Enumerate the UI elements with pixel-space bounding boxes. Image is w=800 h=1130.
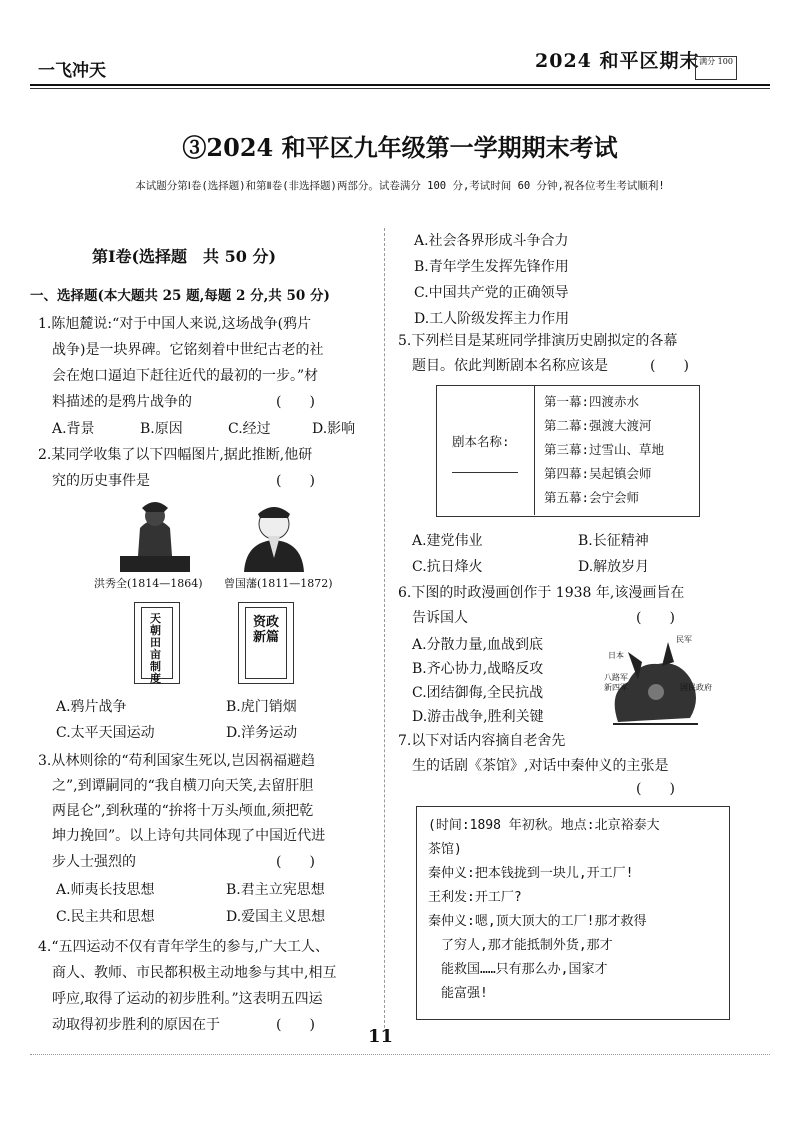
q1-line: 料描述的是鸦片战争的 ( ) xyxy=(52,394,315,410)
q6-line: 告诉国人 ( ) xyxy=(412,610,675,626)
play-name-label: 剧本名称: xyxy=(452,434,510,449)
hong-xiuquan-statue-image xyxy=(120,498,190,572)
q7-line: 7.以下对话内容摘自老舍先 xyxy=(398,733,566,749)
q5-line: 5.下列栏目是某班同学排演历史剧拟定的各幕 xyxy=(398,333,678,349)
q6-option-c: C.团结御侮,全民抗战 xyxy=(412,685,544,701)
cartoon-label: 八路军 xyxy=(604,673,628,682)
dialog-line: 能救国……只有那么办,国家才 xyxy=(428,962,608,977)
q1-option-c: C.经过 xyxy=(228,421,271,437)
q4-line: 呼应,取得了运动的初步胜利。”这表明五四运 xyxy=(52,991,323,1007)
footer-rule xyxy=(30,1054,770,1055)
exam-instructions: 本试题分第Ⅰ卷(选择题)和第Ⅱ卷(非选择题)两部分。试卷满分 100 分,考试时间 60 分钟,祝各位考生考试顺利! xyxy=(135,180,665,192)
scene-item: 第四幕:吴起镇会师 xyxy=(544,466,652,481)
q1-option-b: B.原因 xyxy=(140,421,183,437)
book-title-tianchao: 天朝田亩制度 xyxy=(150,612,161,685)
header-rule-thin xyxy=(30,88,770,89)
q3-option-a: A.师夷长技思想 xyxy=(56,882,155,898)
book-cover-tianchao xyxy=(134,602,180,684)
q3-option-c: C.民主共和思想 xyxy=(56,909,155,925)
q1-line: 战争)是一块界碑。它铭刻着中世纪古老的社 xyxy=(52,342,324,358)
play-name-blank xyxy=(452,472,518,473)
q3-line: 之”,到谭嗣同的“我自横刀向天笑,去留肝胆 xyxy=(52,778,314,794)
exam-tag: 2024 和平区期末 xyxy=(535,50,700,72)
dialog-line: (时间:1898 年初秋。地点:北京裕泰大 xyxy=(428,818,660,833)
scene-item: 第二幕:强渡大渡河 xyxy=(544,418,652,433)
zeng-guofan-portrait-image xyxy=(240,498,308,572)
q2-line: 究的历史事件是 ( ) xyxy=(52,473,315,489)
q4-line: 4.“五四运动不仅有青年学生的参与,广大工人、 xyxy=(38,939,329,955)
q1-option-a: A.背景 xyxy=(52,421,95,437)
cartoon-label: 日本 xyxy=(608,651,624,660)
cartoon-label: 新四军 xyxy=(604,683,628,692)
dialog-line: 能富强! xyxy=(428,986,488,1001)
q4-option-b: B.青年学生发挥先锋作用 xyxy=(414,259,569,275)
page-title: ③2024 和平区九年级第一学期期末考试 xyxy=(182,133,618,162)
q3-option-b: B.君主立宪思想 xyxy=(226,882,325,898)
cartoon-label: 民军 xyxy=(676,635,692,644)
dialog-line: 秦仲义:把本钱拢到一块儿,开工厂! xyxy=(428,866,634,881)
q3-line: 步人士强烈的 ( ) xyxy=(52,854,315,870)
q2-option-d: D.洋务运动 xyxy=(226,725,298,741)
q4-option-d: D.工人阶级发挥主力作用 xyxy=(414,311,570,327)
caption-zeng-guofan: 曾国藩(1811—1872) xyxy=(224,577,333,590)
q7-line: 生的话剧《茶馆》,对话中秦仲义的主张是 xyxy=(412,758,669,774)
book-title-zizheng: 资政新篇 xyxy=(253,615,280,645)
q3-line: 两昆仑”,到秋瑾的“拚将十万头颅血,须把乾 xyxy=(52,803,314,819)
dialog-line: 秦仲义:嗯,顶大顶大的工厂!那才救得 xyxy=(428,914,647,929)
q4-line: 动取得初步胜利的原因在于 ( ) xyxy=(52,1017,315,1033)
dialog-line: 茶馆) xyxy=(428,842,462,857)
book-cover-zizheng xyxy=(238,602,294,684)
scene-item: 第三幕:过雪山、草地 xyxy=(544,442,665,457)
q3-line: 坤力挽回”。以上诗句共同体现了中国近代进 xyxy=(52,828,326,844)
q6-option-d: D.游击战争,胜利关键 xyxy=(412,709,544,725)
section-intro: 一、选择题(本大题共 25 题,每题 2 分,共 50 分) xyxy=(30,288,330,304)
q2-option-a: A.鸦片战争 xyxy=(56,699,127,715)
scene-item: 第五幕:会宁会师 xyxy=(544,490,640,505)
page-number: 11 xyxy=(368,1026,394,1047)
brand-logo: 一飞冲天 xyxy=(38,61,106,81)
q5-option-d: D.解放岁月 xyxy=(578,559,650,575)
section-title: 第Ⅰ卷(选择题 共 50 分) xyxy=(92,247,277,266)
corner-mark-text: 满分 100 xyxy=(699,57,733,66)
cartoon-label: 国民政府 xyxy=(680,683,712,692)
q6-option-a: A.分散力量,血战到底 xyxy=(412,637,544,653)
q6-line: 6.下图的时政漫画创作于 1938 年,该漫画旨在 xyxy=(398,585,685,601)
dialog-line: 了穷人,那才能抵制外货,那才 xyxy=(428,938,613,953)
play-table-divider xyxy=(534,385,535,515)
q1-line: 1.陈旭麓说:“对于中国人来说,这场战争(鸦片 xyxy=(38,316,312,332)
q7-line: ( ) xyxy=(412,781,675,797)
q5-line: 题目。依此判断剧本名称应该是 ( ) xyxy=(412,358,689,374)
q1-option-d: D.影响 xyxy=(312,421,356,437)
column-divider xyxy=(384,228,385,1028)
q2-option-b: B.虎门销烟 xyxy=(226,699,297,715)
q4-option-a: A.社会各界形成斗争合力 xyxy=(414,233,569,249)
q3-line: 3.从林则徐的“苟利国家生死以,岂因祸福避趋 xyxy=(38,753,315,769)
dialog-line: 王利发:开工厂? xyxy=(428,890,522,905)
q5-option-c: C.抗日烽火 xyxy=(412,559,483,575)
q6-option-b: B.齐心协力,战略反攻 xyxy=(412,661,544,677)
q2-line: 2.某同学收集了以下四幅图片,据此推断,他研 xyxy=(38,447,313,463)
header-rule xyxy=(30,84,770,86)
q3-option-d: D.爱国主义思想 xyxy=(226,909,326,925)
caption-hong-xiuquan: 洪秀全(1814—1864) xyxy=(94,577,203,590)
q1-line: 会在炮口逼迫下赶往近代的最初的一步。”材 xyxy=(52,368,319,384)
q4-option-c: C.中国共产党的正确领导 xyxy=(414,285,569,301)
q5-option-a: A.建党伟业 xyxy=(412,533,483,549)
q2-option-c: C.太平天国运动 xyxy=(56,725,155,741)
scene-item: 第一幕:四渡赤水 xyxy=(544,394,640,409)
corner-mark xyxy=(695,56,737,80)
q5-option-b: B.长征精神 xyxy=(578,533,649,549)
q4-line: 商人、教师、市民都积极主动地参与其中,相互 xyxy=(52,965,337,981)
